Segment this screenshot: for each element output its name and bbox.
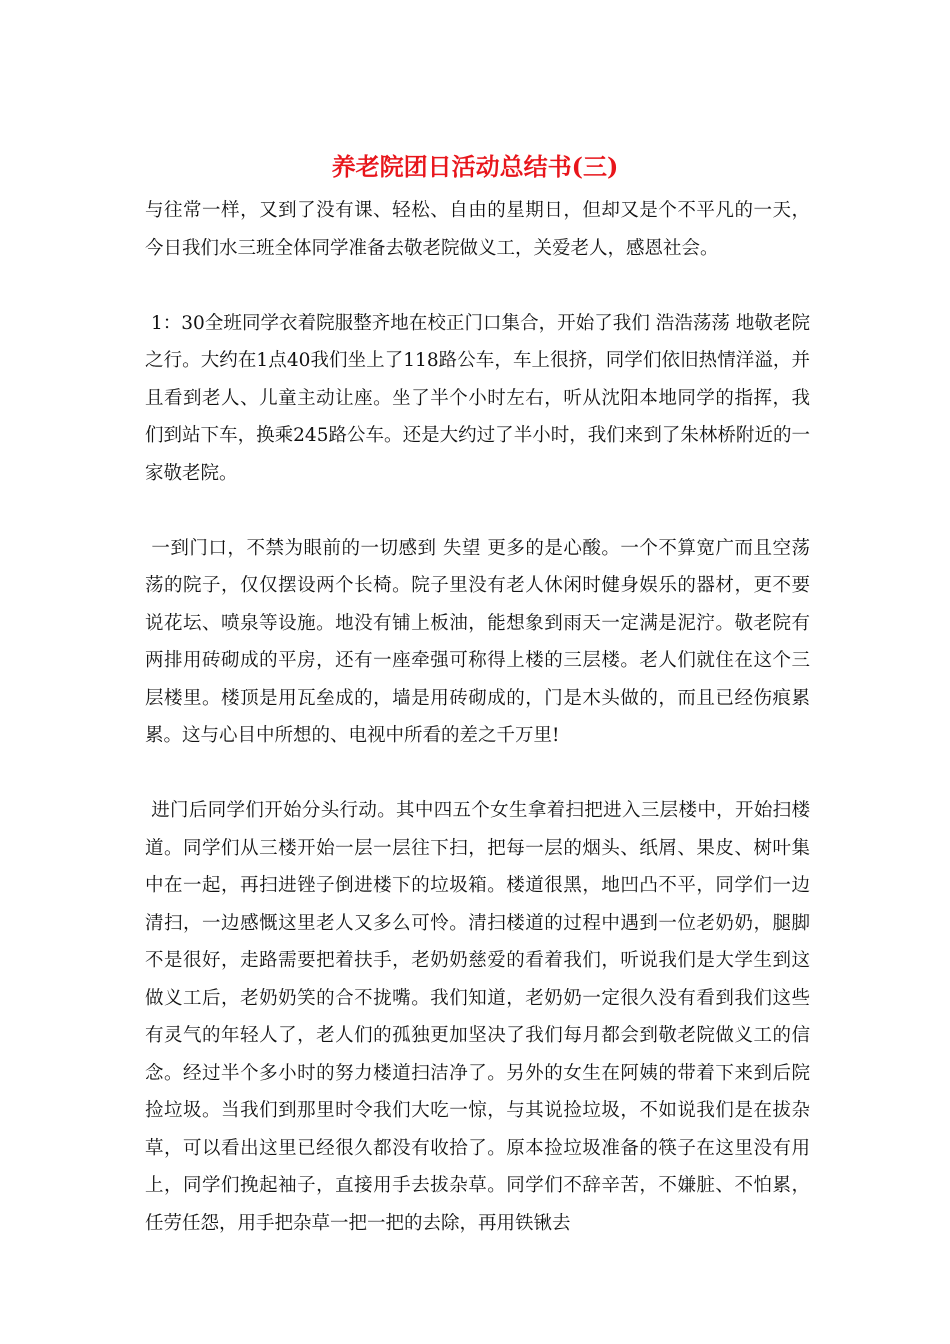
document-title: 养老院团日活动总结书(三) <box>331 152 619 181</box>
paragraph-cleaning: 进门后同学们开始分头行动。其中四五个女生拿着扫把进入三层楼中，开始扫楼道。同学们从三楼开始一层一层往下扫，把每一层的烟头、纸屑、果皮、树叶集中在一起，再扫进锉子倒进楼下的垃圾箱。楼道很黑，地凹凸不平，同学们一边清扫，一边感慨这里老人又多么可怜。清扫楼道的过程中遇到一位老奶奶，腿脚不是很好，走路需要把着扶手，老奶奶慈爱的看着我们，听说我们是大学生到这做义工后，老奶奶笑的合不拢嘴。我们知道，老奶奶一定很久没有看到我们这些有灵气的年轻人了，老人们的孤独更加坚决了我们每月都会到敬老院做义工的信念。经过半个多小时的努力楼道扫洁净了。另外的女生在阿姨的带着下来到后院捡垃圾。当我们到那里时令我们大吃一惊，与其说捡垃圾，不如说我们是在拔杂草，可以看出这里已经很久都没有收拾了。原本捡垃圾准备的筷子在这里没有用上，同学们挽起袖子，直接用手去拔杂草。同学们不辞辛苦，不嫌脏、不怕累，任劳任怨，用手把杂草一把一把的去除，再用铁锹去 <box>145 800 810 1234</box>
paragraph-arrival: 一到门口，不禁为眼前的一切感到 失望 更多的是心酸。一个不算宽广而且空荡荡的院子，仅仅摆设两个长椅。院子里没有老人休闲时健身娱乐的器材，更不要说花坛、喷泉等设施。地没有铺上板油，能想象到雨天一定满是泥泞。敬老院有两排用砖砌成的平房，还有一座牵强可称得上楼的三层楼。老人们就住在这个三层楼里。楼顶是用瓦垒成的，墙是用砖砌成的，门是木头做的，而且已经伤痕累累。这与心目中所想的、电视中所看的差之千万里! <box>145 537 810 746</box>
document-body <box>145 192 810 1242</box>
paragraph-departure: 1：30全班同学衣着院服整齐地在校正门口集合，开始了我们 浩浩荡荡 地敬老院之行。大约在1点40我们坐上了118路公车，车上很挤，同学们依旧热情洋溢，并且看到老人、儿童主动让座。坐了半个小时左右，听从沈阳本地同学的指挥，我们到站下车，换乘245路公车。还是大约过了半小时，我们来到了朱林桥附近的一家敬老院。 <box>145 312 811 484</box>
paragraph-intro: 与往常一样，又到了没有课、轻松、自由的星期日，但却又是个不平凡的一天，今日我们水三班全体同学准备去敬老院做义工，关爱老人，感恩社会。 <box>145 200 810 259</box>
